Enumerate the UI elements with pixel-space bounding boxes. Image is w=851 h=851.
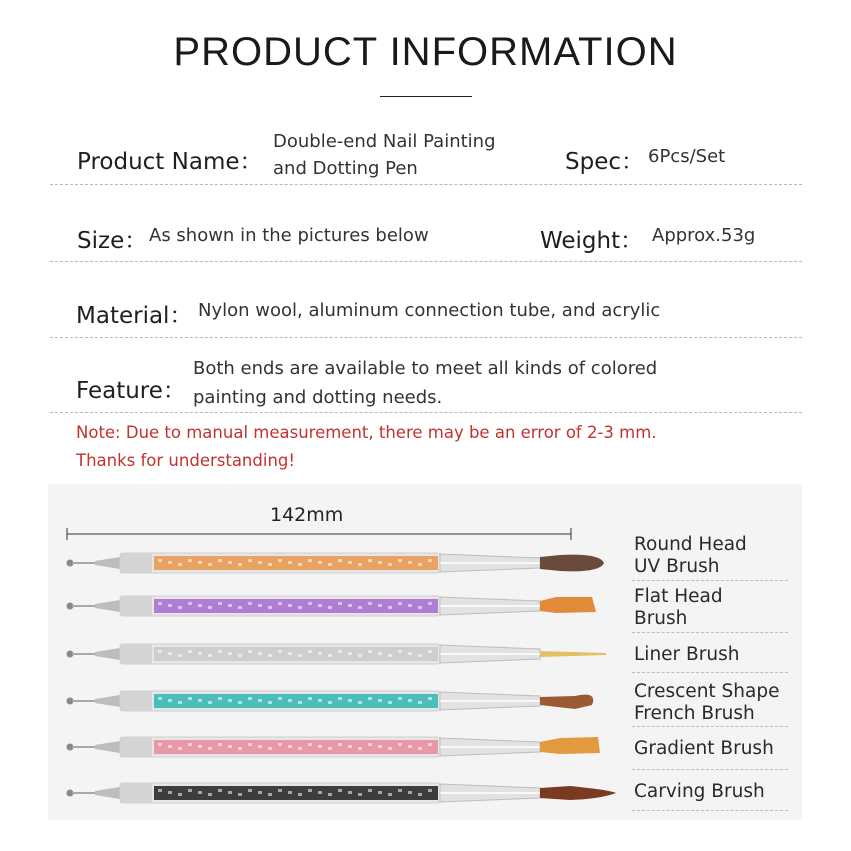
weight-label: Weight： <box>540 228 644 254</box>
feature-label: Feature： <box>76 378 186 404</box>
brush-name-line2: UV Brush <box>634 556 720 577</box>
weight-value: Approx.53g <box>652 225 756 246</box>
product-name-label: Product Name： <box>77 149 263 175</box>
brush-name-line2: Brush <box>634 608 688 629</box>
brush-pen <box>67 737 601 757</box>
page-title: PRODUCT INFORMATION <box>173 30 678 74</box>
product-name-line2: and Dotting Pen <box>273 158 418 179</box>
size-label: Size： <box>77 228 148 254</box>
material-label: Material： <box>76 303 193 329</box>
note-line1: Note: Due to manual measurement, there may be an error of 2-3 mm. <box>76 423 657 442</box>
spec-value: 6Pcs/Set <box>648 146 726 167</box>
brush-name: Liner Brush <box>634 644 740 665</box>
brush-divider <box>632 580 788 581</box>
brush-name: Carving Brush <box>634 781 765 802</box>
feature-line1: Both ends are available to meet all kinds of colored <box>193 358 658 379</box>
brush-name: Gradient Brush <box>634 738 774 759</box>
note-line2: Thanks for understanding! <box>76 451 295 470</box>
feature-line2: painting and dotting needs. <box>193 387 443 408</box>
brush-pen <box>67 691 594 711</box>
length-measurement-label: 142mm <box>270 504 344 526</box>
measurement-line <box>67 528 571 540</box>
brush-divider <box>632 672 788 673</box>
brush-name: Flat Head <box>634 586 723 607</box>
product-name-line1: Double-end Nail Painting <box>273 131 496 152</box>
brush-pen <box>67 553 605 573</box>
brush-pen <box>67 644 607 664</box>
spec-label: Spec： <box>565 149 644 175</box>
brush-divider <box>632 632 788 633</box>
brush-pen <box>67 596 597 616</box>
brush-pen <box>67 783 617 803</box>
brush-name: Round Head <box>634 534 747 555</box>
brush-divider <box>632 769 788 770</box>
brush-divider <box>632 726 788 727</box>
brush-name: Crescent Shape <box>634 681 780 702</box>
brush-name-line2: French Brush <box>634 703 755 724</box>
material-value: Nylon wool, aluminum connection tube, and acrylic <box>198 300 661 321</box>
size-value: As shown in the pictures below <box>149 225 429 246</box>
brush-divider <box>632 810 788 811</box>
